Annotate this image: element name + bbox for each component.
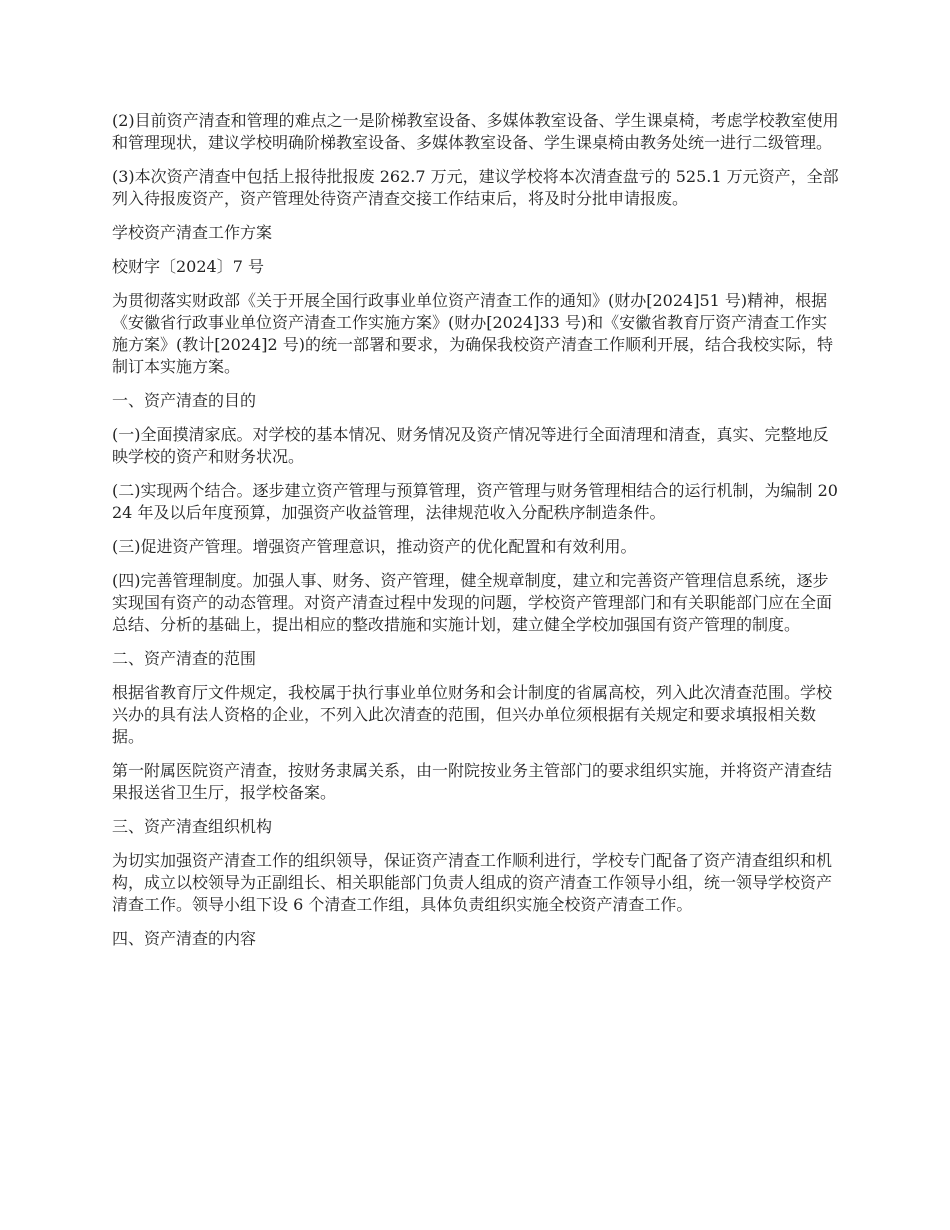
- section-heading-scope: 二、资产清查的范围: [112, 649, 257, 668]
- document-title: 学校资产清查工作方案: [112, 223, 273, 242]
- section-heading-content: 四、资产清查的内容: [112, 929, 257, 948]
- intro-paragraph: 为贯彻落实财政部《关于开展全国行政事业单位资产清查工作的通知》(财办[2024]51 号)精神，根据《安徽省行政事业单位资产清查工作实施方案》(财办[2024]33 号)和《安徽省教育厅资产清查工作实施方案》(教计[2024]2 号)的统一部署和要求，为确保我校资产清查工作顺利开展，结合我校实际，特制订本实施方案。: [112, 291, 833, 376]
- document-body: [112, 110, 842, 962]
- section-heading-purpose: 一、资产清查的目的: [112, 391, 257, 410]
- purpose-item-2: (二)实现两个结合。逐步建立资产管理与预算管理，资产管理与财务管理相结合的运行机制，为编制 2024 年及以后年度预算，加强资产收益管理，法律规范收入分配秩序制造条件。: [112, 481, 838, 522]
- purpose-item-1: (一)全面摸清家底。对学校的基本情况、财务情况及资产情况等进行全面清理和清查，真实、完整地反映学校的资产和财务状况。: [112, 425, 829, 466]
- scope-paragraph-1: 根据省教育厅文件规定，我校属于执行事业单位财务和会计制度的省属高校，列入此次清查范围。学校兴办的具有法人资格的企业，不列入此次清查的范围，但兴办单位须根据有关规定和要求填报相关数据。: [112, 683, 833, 746]
- purpose-item-3: (三)促进资产管理。增强资产管理意识，推动资产的优化配置和有效利用。: [112, 537, 637, 556]
- paragraph-item-2-stair-classroom: (2)目前资产清查和管理的难点之一是阶梯教室设备、多媒体教室设备、学生课桌椅，考虑学校教室使用和管理现状，建议学校明确阶梯教室设备、多媒体教室设备、学生课桌椅由教务处统一进行二级管理。: [112, 111, 839, 152]
- paragraph-item-3-scrap-assets: (3)本次资产清查中包括上报待批报废 262.7 万元，建议学校将本次清查盘亏的 525.1 万元资产，全部列入待报废资产，资产管理处待资产清查交接工作结束后，将及时分批申请报废。: [112, 167, 839, 208]
- purpose-item-4: (四)完善管理制度。加强人事、财务、资产管理，健全规章制度，建立和完善资产管理信息系统，逐步实现国有资产的动态管理。对资产清查过程中发现的问题，学校资产管理部门和有关职能部门应在全面总结、分析的基础上，提出相应的整改措施和实施计划，建立健全学校加强国有资产管理的制度。: [112, 571, 833, 634]
- organization-paragraph: 为切实加强资产清查工作的组织领导，保证资产清查工作顺利进行，学校专门配备了资产清查组织和机构，成立以校领导为正副组长、相关职能部门负责人组成的资产清查工作领导小组，统一领导学校资产清查工作。领导小组下设 6 个清查工作组，具体负责组织实施全校资产清查工作。: [112, 851, 833, 914]
- section-heading-organization: 三、资产清查组织机构: [112, 817, 273, 836]
- document-number: 校财字〔2024〕7 号: [112, 257, 264, 276]
- scope-paragraph-2: 第一附属医院资产清查，按财务隶属关系，由一附院按业务主管部门的要求组织实施，并将资产清查结果报送省卫生厅，报学校备案。: [112, 761, 833, 802]
